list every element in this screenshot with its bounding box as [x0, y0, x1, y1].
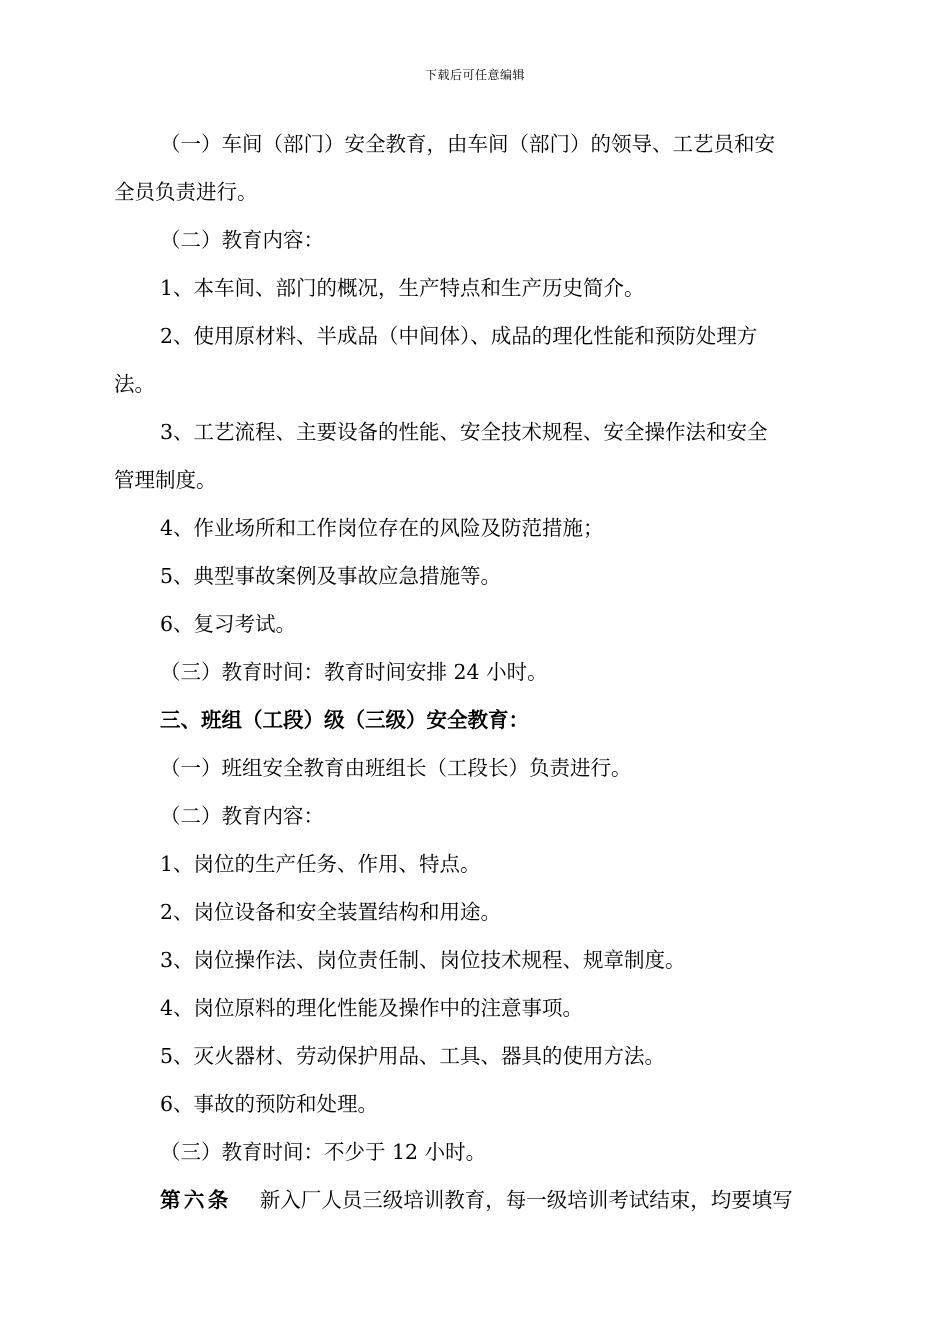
paragraph-line: 全员负责进行。	[114, 180, 258, 204]
list-item: 5、灭火器材、劳动保护用品、工具、器具的使用方法。	[160, 1044, 666, 1068]
list-item: 4、岗位原料的理化性能及操作中的注意事项。	[160, 996, 584, 1020]
list-item: 3、工艺流程、主要设备的性能、安全技术规程、安全操作法和安全	[160, 420, 768, 444]
article-label: 第六条	[160, 1188, 232, 1212]
paragraph-line: 管理制度。	[114, 468, 217, 492]
list-item: 2、岗位设备和安全装置结构和用途。	[160, 900, 502, 924]
article-text: 新入厂人员三级培训教育，每一级培训考试结束，均要填写	[259, 1188, 793, 1212]
article-paragraph	[160, 1186, 950, 1214]
list-item: 3、岗位操作法、岗位责任制、岗位技术规程、规章制度。	[160, 948, 686, 972]
page-header: 下载后可任意编辑	[424, 68, 525, 82]
paragraph-line: （二）教育内容：	[160, 804, 324, 828]
paragraph-line: （二）教育内容：	[160, 228, 324, 252]
list-item: 2、使用原材料、半成品（中间体）、成品的理化性能和预防处理方	[160, 324, 758, 348]
list-item: 1、本车间、部门的概况，生产特点和生产历史简介。	[160, 276, 645, 300]
list-item: 6、复习考试。	[160, 612, 297, 636]
paragraph-line: （三）教育时间：教育时间安排 24 小时。	[160, 660, 548, 684]
paragraph-line: （一）班组安全教育由班组长（工段长）负责进行。	[160, 756, 632, 780]
list-item: 4、作业场所和工作岗位存在的风险及防范措施；	[160, 516, 604, 540]
list-item: 6、事故的预防和处理。	[160, 1092, 379, 1116]
paragraph-line: （一）车间（部门）安全教育，由车间（部门）的领导、工艺员和安	[160, 132, 775, 156]
paragraph-line: 法。	[114, 372, 155, 396]
list-item: 5、典型事故案例及事故应急措施等。	[160, 564, 502, 588]
paragraph-line: （三）教育时间：不少于 12 小时。	[160, 1140, 487, 1164]
list-item: 1、岗位的生产任务、作用、特点。	[160, 852, 481, 876]
section-heading: 三、班组（工段）级（三级）安全教育：	[160, 708, 529, 732]
